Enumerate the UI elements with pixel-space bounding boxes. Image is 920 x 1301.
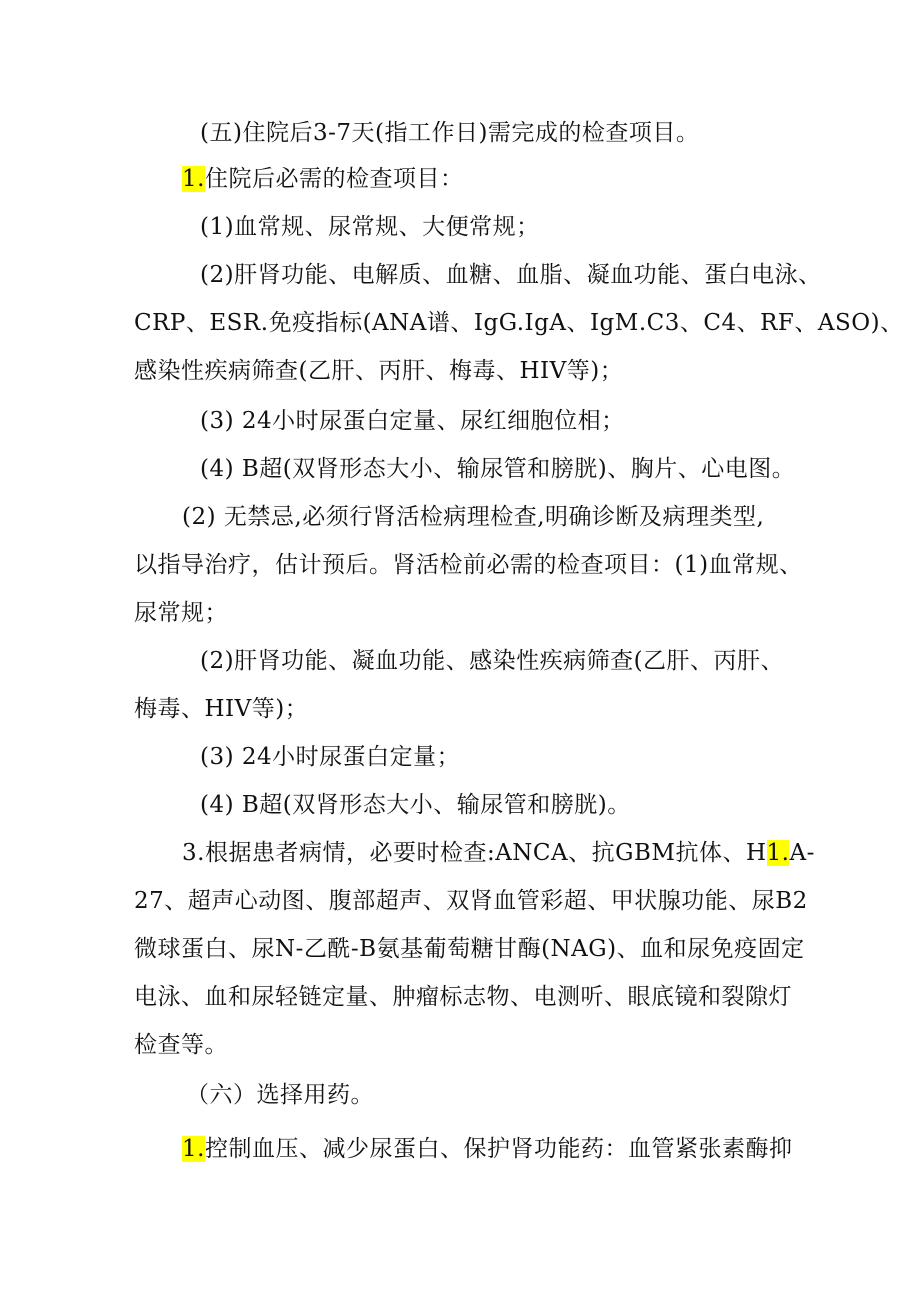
text-line: (1)血常规、尿常规、大便常规；: [200, 214, 540, 240]
text-line: 1.住院后必需的检查项目：: [182, 166, 464, 192]
text-line: (3) 24小时尿蛋白定量；: [200, 744, 461, 770]
text-line: 3.根据患者病情，必要时检查:ANCA、抗GBM抗体、H1.A-: [182, 840, 815, 866]
text-line: (2)肝肾功能、电解质、血糖、血脂、凝血功能、蛋白电泳、: [200, 262, 822, 288]
text-line: (2)肝肾功能、凝血功能、感染性疾病筛查(乙肝、丙肝、: [200, 648, 785, 674]
text-line: 27、超声心动图、腹部超声、双肾血管彩超、甲状腺功能、尿B2: [134, 888, 808, 914]
text-line: 以指导治疗，估计预后。肾活检前必需的检查项目：(1)血常规、: [134, 552, 803, 578]
text-line: (3) 24小时尿蛋白定量、尿红细胞位相；: [200, 408, 625, 434]
text-line: (4) B超(双肾形态大小、输尿管和膀胱)、胸片、心电图。: [200, 456, 796, 482]
text-line: CRP、ESR.免疫指标(ANA谱、IgG.IgA、IgM.C3、C4、RF、ASO)、: [134, 310, 904, 336]
text-line: 尿常规；: [134, 600, 228, 626]
text-line: 检查等。: [134, 1032, 228, 1058]
text-line: 梅毒、HIV等)；: [134, 696, 309, 722]
text-line: 1.控制血压、减少尿蛋白、保护肾功能药：血管紧张素酶抑: [182, 1136, 793, 1162]
text-line: (2) 无禁忌,必须行肾活检病理检查,明确诊断及病理类型,: [182, 504, 765, 530]
highlight-number: 1.: [766, 840, 790, 866]
highlight-number: 1.: [182, 1136, 205, 1162]
highlight-number: 1.: [182, 166, 205, 192]
text-line: (4) B超(双肾形态大小、输尿管和膀胱)。: [200, 792, 631, 818]
text-line: 感染性疾病筛查(乙肝、丙肝、梅毒、HIV等)；: [134, 358, 624, 384]
text-line: （六）选择用药。: [186, 1082, 374, 1108]
text-line: 微球蛋白、尿N-乙酰-B氨基葡萄糖甘酶(NAG)、血和尿免疫固定: [134, 936, 805, 962]
text-line: 电泳、血和尿轻链定量、肿瘤标志物、电测听、眼底镜和裂隙灯: [134, 984, 792, 1010]
text-line: (五)住院后3-7天(指工作日)需完成的检查项目。: [200, 120, 700, 146]
